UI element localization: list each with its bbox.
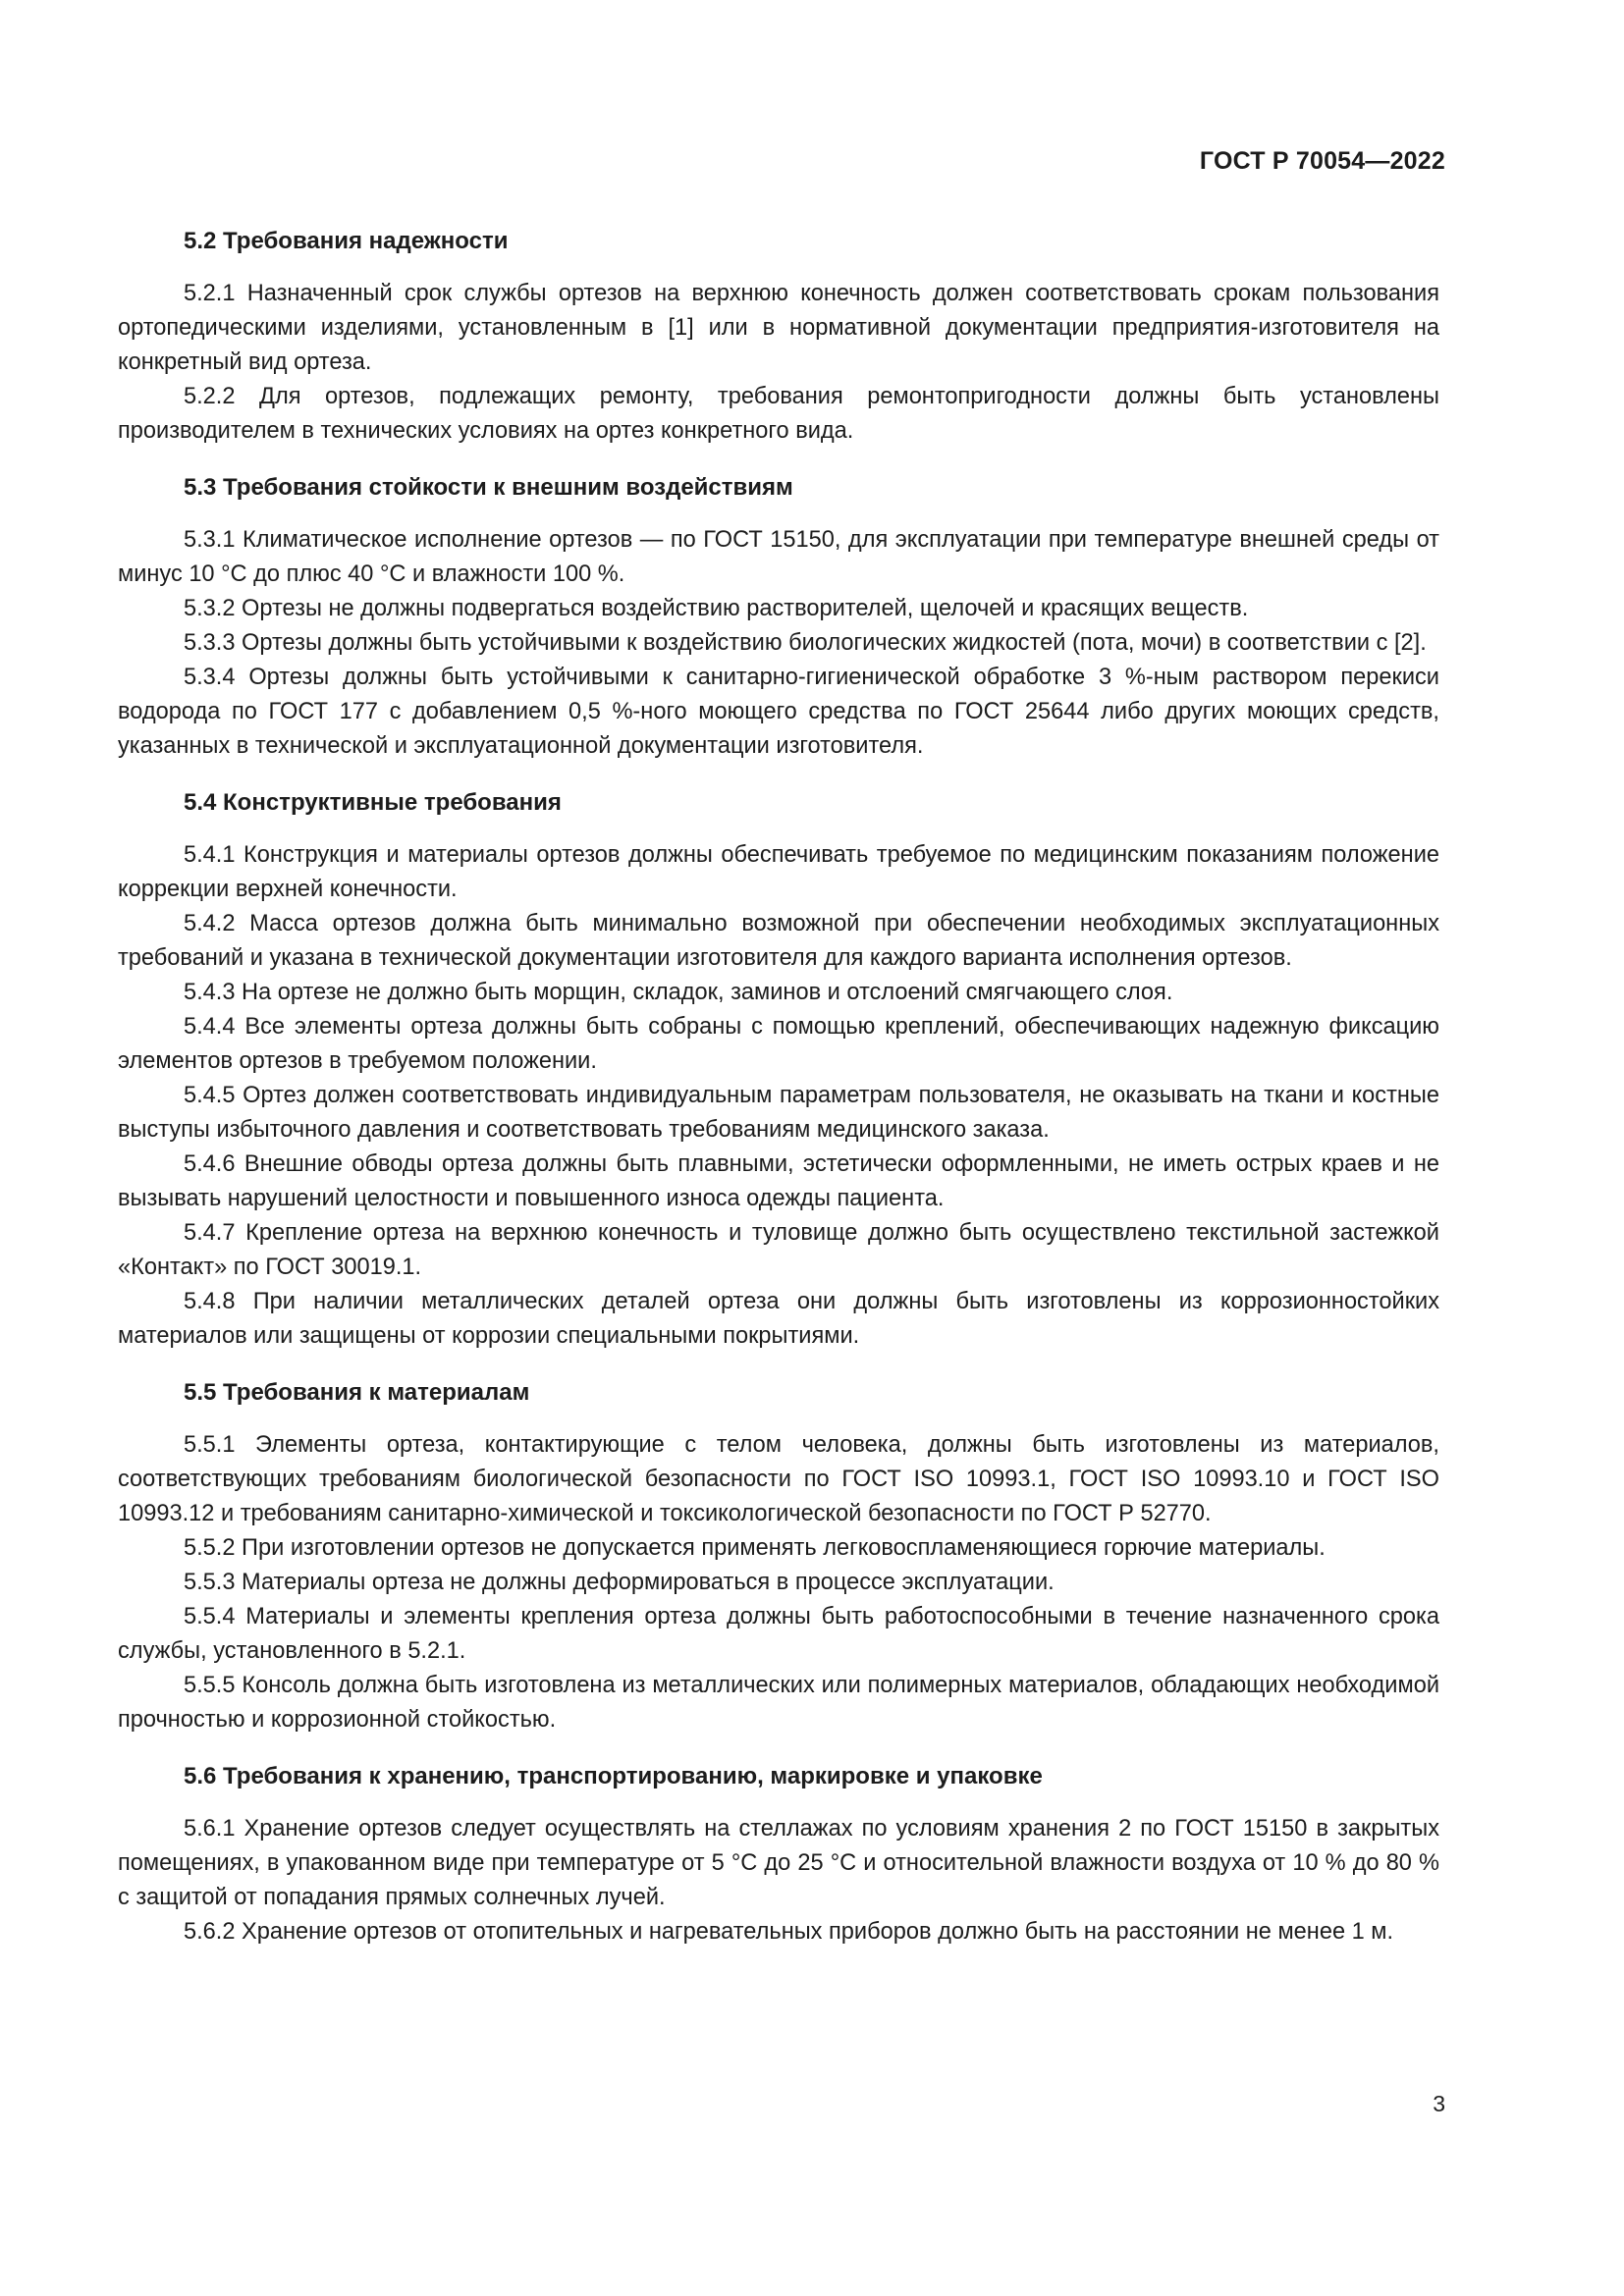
section-5-3	[118, 470, 1439, 764]
paragraph: 5.4.6 Внешние обводы ортеза должны быть плавными, эстетически оформленными, не иметь острых краев и не вызывать нарушений целостности и повышенного износа одежды пациента.	[118, 1151, 1439, 1211]
paragraph: 5.4.7 Крепление ортеза на верхнюю конечность и туловище должно быть осуществлено текстильной застежкой «Контакт» по ГОСТ 30019.1.	[118, 1220, 1439, 1280]
document-body	[118, 224, 1439, 1949]
section-heading: 5.4 Конструктивные требования	[184, 789, 562, 816]
paragraph: 5.3.1 Климатическое исполнение ортезов — по ГОСТ 15150, для эксплуатации при температуре внешней среды от минус 10 °С до плюс 40 °С и влажности 100 %.	[118, 527, 1439, 587]
paragraph: 5.6.1 Хранение ортезов следует осуществлять на стеллажах по условиям хранения 2 по ГОСТ 15150 в закрытых помещениях, в упакованном виде при температуре от 5 °С до 25 °С и относительной влажности воздуха от 10 % до 80 % с защитой от попадания прямых солнечных лучей.	[118, 1816, 1439, 1910]
paragraph: 5.4.4 Все элементы ортеза должны быть собраны с помощью креплений, обеспечивающих надежную фиксацию элементов ортезов в требуемом положении.	[118, 1014, 1439, 1074]
document-code: ГОСТ Р 70054—2022	[1199, 147, 1445, 175]
section-heading: 5.2 Требования надежности	[184, 228, 509, 254]
paragraph: 5.3.2 Ортезы не должны подвергаться воздействию растворителей, щелочей и красящих веществ.	[184, 596, 1249, 621]
section-heading: 5.6 Требования к хранению, транспортированию, маркировке и упаковке	[184, 1763, 1043, 1789]
paragraph: 5.2.2 Для ортезов, подлежащих ремонту, требования ремонтопригодности должны быть установлены производителем в технических условиях на ортез конкретного вида.	[118, 384, 1439, 444]
page-number: 3	[1433, 2091, 1445, 2116]
section-heading: 5.5 Требования к материалам	[184, 1379, 530, 1406]
paragraph: 5.6.2 Хранение ортезов от отопительных и нагревательных приборов должно быть на расстоянии не менее 1 м.	[184, 1919, 1394, 1945]
paragraph: 5.5.2 При изготовлении ортезов не допускается применять легковоспламеняющиеся горючие материалы.	[184, 1535, 1326, 1561]
section-heading: 5.3 Требования стойкости к внешним воздействиям	[184, 474, 793, 501]
paragraph: 5.4.8 При наличии металлических деталей ортеза они должны быть изготовлены из коррозионностойких материалов или защищены от коррозии специальными покрытиями.	[118, 1289, 1439, 1349]
paragraph: 5.2.1 Назначенный срок службы ортезов на верхнюю конечность должен соответствовать срокам пользования ортопедическими изделиями, установленным в [1] или в нормативной документации предприятия-изготовителя на конкретный вид ортеза.	[118, 281, 1439, 375]
paragraph: 5.4.5 Ортез должен соответствовать индивидуальным параметрам пользователя, не оказывать на ткани и костные выступы избыточного давления и соответствовать требованиям медицинского заказа.	[118, 1083, 1439, 1143]
paragraph: 5.4.3 На ортезе не должно быть морщин, складок, заминов и отслоений смягчающего слоя.	[184, 980, 1173, 1005]
paragraph: 5.3.4 Ортезы должны быть устойчивыми к санитарно-гигиенической обработке 3 %-ным раствором перекиси водорода по ГОСТ 177 с добавлением 0,5 %-ного моющего средства по ГОСТ 25644 либо других моющих средств, указанных в технической и эксплуатационной документации изготовителя.	[118, 665, 1439, 759]
paragraph: 5.3.3 Ортезы должны быть устойчивыми к воздействию биологических жидкостей (пота, мочи) в соответствии с [2].	[184, 630, 1427, 656]
paragraph: 5.5.1 Элементы ортеза, контактирующие с телом человека, должны быть изготовлены из материалов, соответствующих требованиям биологической безопасности по ГОСТ ISO 10993.1, ГОСТ ISO 10993.10 и ГОСТ ISO 10993.12 и требованиям санитарно-химической и токсикологической безопасности по ГОСТ Р 52770.	[118, 1432, 1439, 1526]
paragraph: 5.4.1 Конструкция и материалы ортезов должны обеспечивать требуемое по медицинским показаниям положение коррекции верхней конечности.	[118, 842, 1439, 902]
section-5-5	[118, 1375, 1439, 1737]
paragraph: 5.5.4 Материалы и элементы крепления ортеза должны быть работоспособными в течение назначенного срока службы, установленного в 5.2.1.	[118, 1604, 1439, 1664]
section-5-2	[118, 224, 1439, 449]
paragraph: 5.5.5 Консоль должна быть изготовлена из металлических или полимерных материалов, обладающих необходимой прочностью и коррозионной стойкостью.	[118, 1673, 1439, 1733]
section-5-6	[118, 1759, 1439, 1949]
paragraph: 5.4.2 Масса ортезов должна быть минимально возможной при обеспечении необходимых эксплуатационных требований и указана в технической документации изготовителя для каждого варианта исполнения ортезов.	[118, 911, 1439, 971]
section-5-4	[118, 785, 1439, 1354]
paragraph: 5.5.3 Материалы ортеза не должны деформироваться в процессе эксплуатации.	[184, 1570, 1055, 1595]
